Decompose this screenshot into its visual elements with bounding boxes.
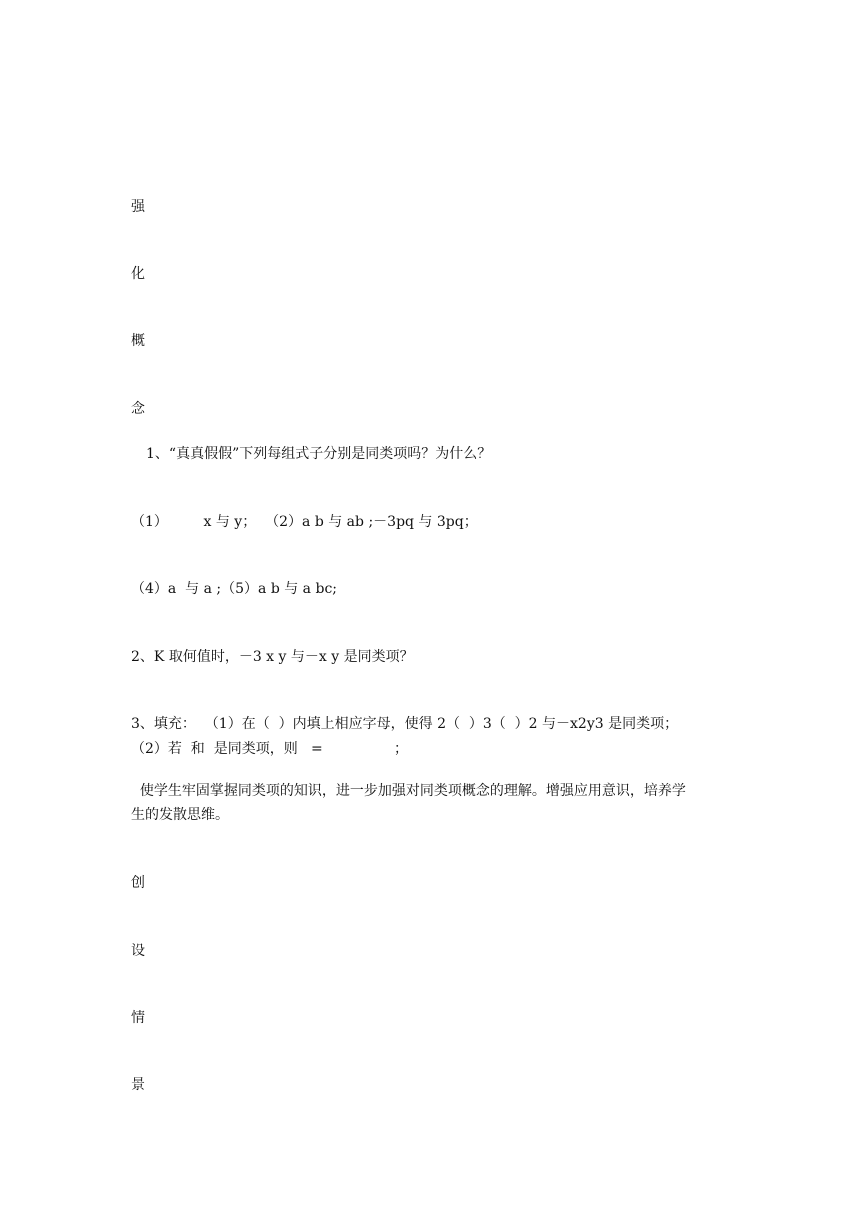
section-char-3: 概 — [131, 333, 145, 349]
question-2-text: 2、K 取何值时，－3 x y 与－x y 是同类项？ — [131, 649, 414, 665]
question-3-line-2: （2）若 和 是同类项，则 = ； — [131, 741, 408, 757]
question-1-items-row-2: （4）a 与 a ;（5）a b 与 a bc; — [131, 581, 338, 597]
question-1-title: 1、“真真假假”下列每组式子分别是同类项吗？为什么？ — [146, 446, 492, 462]
purpose-line-2: 生的发散思维。 — [131, 807, 229, 823]
section-char-2: 化 — [131, 266, 145, 282]
purpose-line-1: 使学生牢固掌握同类项的知识，进一步加强对同类项概念的理解。增强应用意识，培养学 — [131, 783, 686, 799]
section-char-1: 强 — [131, 199, 145, 215]
section-char-4: 念 — [131, 401, 145, 417]
section-char-8: 景 — [131, 1077, 145, 1093]
section-char-7: 情 — [131, 1010, 145, 1026]
section-char-5: 创 — [131, 875, 145, 891]
question-1-items-row-1: （1） x 与 y； （2）a b 与 ab ;－3pq 与 3pq； — [131, 514, 478, 530]
section-char-6: 设 — [131, 943, 145, 959]
question-3-line-1: 3、填充： （1）在（ ）内填上相应字母，使得 2（ ）3（ ）2 与－x2y3 是同类项； — [131, 716, 679, 732]
